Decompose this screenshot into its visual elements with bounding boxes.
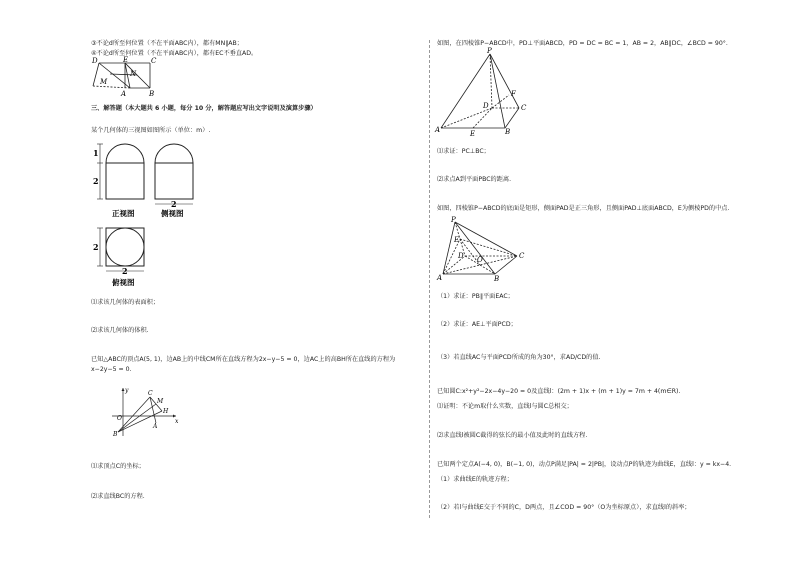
fig2-label-m: M (157, 398, 164, 405)
q4-intro: 如图，四棱锥P−ABCD的底面是矩形，侧面PAD是正三角形，且侧面PAD⊥底面ABCD，E为侧棱PD的中点. (437, 205, 730, 212)
fig2-label-c: C (148, 390, 153, 397)
fig1-label-b: B (149, 90, 155, 98)
fig4-label-p: P (451, 216, 456, 224)
fig2-label-h: H (163, 408, 169, 415)
fig2-label-y: y (125, 387, 129, 394)
figure-triangle-coordinate (112, 386, 182, 438)
q1-intro: 某个几何体的三视图如图所示（单位：m）. (91, 127, 211, 134)
figure-three-views (92, 140, 212, 288)
fig3-label-c: C (521, 104, 527, 112)
side-view-caption: 侧视图 (161, 209, 184, 218)
q2-intro-line2: x−2y−5 = 0. (91, 366, 132, 373)
figure-pyramid-pabcd (435, 47, 530, 138)
fig2-label-a: A (153, 423, 158, 430)
dim-label-1: 1 (93, 148, 99, 158)
q2-part1: ⑴求顶点C的坐标； (91, 463, 145, 470)
q5-part1: ⑴证明：不论m取什么实数，直线l与圆C总相交； (437, 403, 573, 410)
fig4-label-a: A (437, 274, 443, 282)
fig3-label-a: A (435, 126, 441, 134)
q4-part1: （1）求证：PB∥平面EAC； (437, 293, 514, 300)
fig4-label-o: O (477, 256, 483, 264)
fig1-label-c: C (151, 57, 157, 65)
dim-label-2b: 2 (171, 199, 177, 209)
fig4-label-b: B (494, 275, 500, 283)
q4-part3: （3）若直线AC与平面PCD所成的角为30°，求AD/CD的值. (437, 354, 601, 361)
column-divider (429, 40, 430, 518)
fig2-label-o: O (117, 415, 122, 422)
fig3-label-e: E (470, 130, 476, 138)
q5-intro: 已知圆C:x²+y²−2x−4y−20 = 0及直线l：(2m + 1)x + (m + 1)y = 7m + 4(m∈R). (437, 388, 681, 395)
q3-intro: 如图，在四棱锥P−ABCD中，PD⊥平面ABCD，PD = DC = BC = 1，AB = 2，AB∥DC，∠BCD = 90°. (437, 40, 728, 47)
fig3-label-p: P (487, 47, 492, 55)
dim-label-2c: 2 (93, 242, 99, 252)
fig3-label-d: D (483, 102, 489, 110)
fig3-label-b: B (505, 128, 511, 136)
fig1-label-m: M (100, 78, 108, 86)
q4-part2: （2）求证：AE⊥平面PCD； (437, 321, 517, 328)
q5-part2: ⑵求直线l被圆C截得的弦长的最小值及此时的直线方程. (437, 432, 588, 439)
dim-label-2d: 2 (122, 266, 128, 276)
dim-label-2a: 2 (93, 176, 99, 186)
figure-pyramid-pad (437, 218, 529, 282)
figure-rectangle-abc (90, 58, 170, 104)
q2-intro-line1: 已知△ABC的顶点A(5, 1)，边AB上的中线CM所在直线方程为2x−y−5 = 0，边AC上的高BH所在直线的方程为 (91, 356, 396, 363)
fig2-label-b: B (113, 431, 118, 438)
front-view-caption: 正视图 (112, 209, 135, 218)
fig4-label-d: D (458, 252, 464, 260)
fig1-label-d: D (92, 57, 98, 65)
fig1-label-a: A (121, 90, 127, 98)
statement-3: ③不论d所至何位置（不在平面ABC内），都有MN∥AB； (91, 40, 243, 47)
q6-part1: （1）求曲线E的轨迹方程； (437, 476, 513, 483)
top-view-caption: 俯视图 (112, 278, 135, 287)
q3-part2: ⑵求点A到平面PBC的距离. (437, 176, 512, 183)
q6-part2: （2）若l与曲线E交于不同的C，D两点，且∠COD = 90°（O为坐标原点），求直线l的斜率； (437, 504, 691, 511)
fig2-label-x: x (175, 418, 179, 425)
fig3-label-f: F (511, 90, 516, 98)
statement-4: ④不论d所至何位置（不在平面ABC内），都有EC不垂直AD。 (91, 50, 258, 57)
q2-part2: ⑵求直线BC的方程. (91, 493, 145, 500)
section-heading: 三、解答题（本大题共 6 小题，每分 10 分，解答题应写出文字说明及演算步骤） (91, 105, 317, 112)
q3-part1: ⑴求证：PC⊥BC； (437, 148, 490, 155)
fig4-label-c: C (519, 252, 525, 260)
q1-part1: ⑴求该几何体的表面积； (91, 299, 160, 306)
q6-intro: 已知两个定点A(−4, 0)，B(−1, 0)，动点P满足|PA| = 2|PB|，设动点P的轨迹为曲线E，直线l：y = kx−4. (437, 461, 732, 468)
fig1-label-n: N (130, 70, 137, 78)
fig1-label-e: E (123, 56, 129, 64)
q1-part2: ⑵求该几何体的体积. (91, 327, 149, 334)
fig4-label-e: E (454, 236, 460, 244)
